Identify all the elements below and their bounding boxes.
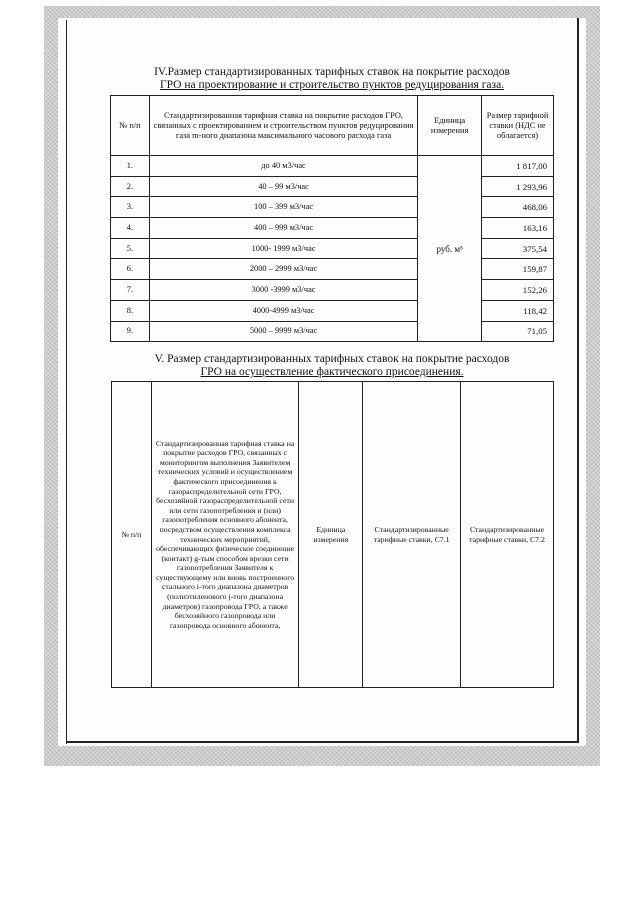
header-unit: Единица измерения [418,96,482,156]
row-price: 152,26 [482,280,554,301]
section-5-title-line2: ГРО на осуществление фактического присоединения. [200,366,464,378]
row-num: 7. [111,280,150,301]
row-price: 1 293,96 [482,176,554,197]
row-num: 9. [111,321,150,342]
table-row [111,156,554,177]
row-range: до 40 м3/час [149,156,417,177]
header-c7-1: Стандартизированные тарифные ставки, С7.1 [363,382,461,688]
row-num: 4. [111,218,150,239]
header-rate-description: Стандартизированная тарифная ставка на покрытие расходов ГРО, связанных с проектированием и строительством пунктов редуцирования газа m-ного диапазона максимального часового расхода газа [149,96,417,156]
row-range: 3000 -3999 м3/час [149,280,417,301]
header-num: № п/п [111,96,150,156]
row-price: 468,06 [482,197,554,218]
section-5-title [110,353,554,379]
row-num: 3. [111,197,150,218]
table-row [111,176,554,197]
header-c7-2: Стандартизированные тарифные ставки, С7.2 [461,382,554,688]
row-range: 4000-4999 м3/час [149,300,417,321]
table-row [111,197,554,218]
row-price: 1 817,00 [482,156,554,177]
section-4-title-line1: IV.Размер стандартизированных тарифных ставок на покрытие расходов [154,66,510,78]
row-price: 159,87 [482,259,554,280]
header-unit: Единица измерения [299,382,363,688]
row-range: 100 – 399 м3/час [149,197,417,218]
page-frame-left [66,20,67,744]
row-range: 2000 – 2999 м3/час [149,259,417,280]
row-num: 5. [111,238,150,259]
row-num: 2. [111,176,150,197]
unit-cell: руб. м³ [418,156,482,342]
row-num: 1. [111,156,150,177]
section-5-table [111,381,554,688]
header-num: № п/п [112,382,152,688]
section-4-title-line2: ГРО на проектирование и строительство пунктов редуцирования газа. [159,79,505,91]
table-row [111,259,554,280]
table-row [111,238,554,259]
row-price: 375,54 [482,238,554,259]
section-4-table [110,95,554,342]
row-price: 163,16 [482,218,554,239]
section-5-title-line1: V. Размер стандартизированных тарифных ставок на покрытие расходов [154,353,510,365]
page-frame-right [577,18,579,742]
header-rate-description: Стандартизированная тарифная ставка на покрытие расходов ГРО, связанных с мониторингом выполнения Заявителем технических условий и осуществлением фактического присоединения к газораспределительной сети ГРО, бесхозяйной газораспределительной сети или сети газопотребления и (или) газопотребления основного абонента, посредством осуществления комплекса технических мероприятий, обеспечивающих физическое соединение (контакт) g-тым способом врезки сети газопотребления Заявителя к существующему или вновь построенного стального i-того диапазона диаметров (полиэтиленового j-того диапазона диаметров) газопровода ГРО, а также бесхозяйного газопровода или газопровода основного абонента, [151,382,299,688]
table-row [111,218,554,239]
row-range: 5000 – 9999 м3/час [149,321,417,342]
header-rate-size: Размер тарифной ставки (НДС не облагается) [482,96,554,156]
table-row [111,280,554,301]
section-4-title [110,66,554,92]
table-row [111,321,554,342]
row-range: 1000- 1999 м3/час [149,238,417,259]
row-range: 400 – 999 м3/час [149,218,417,239]
row-price: 118,42 [482,300,554,321]
table-row [111,300,554,321]
row-range: 40 – 99 м3/час [149,176,417,197]
page-frame-bottom [66,741,579,743]
row-price: 71,05 [482,321,554,342]
row-num: 6. [111,259,150,280]
row-num: 8. [111,300,150,321]
